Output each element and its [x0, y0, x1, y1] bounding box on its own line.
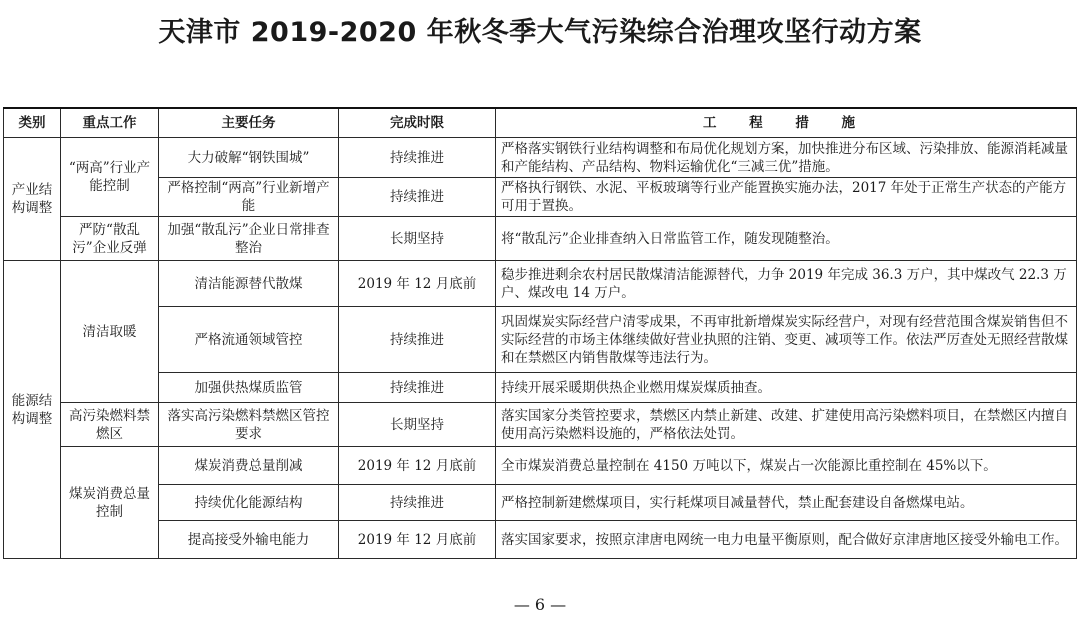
measure-cell: 落实国家要求，按照京津唐电网统一电力电量平衡原则，配合做好京津唐地区接受外输电工作。 — [496, 521, 1077, 559]
focus-cell: 煤炭消费总量控制 — [61, 447, 159, 559]
header-focus: 重点工作 — [61, 108, 159, 138]
table-row — [4, 178, 1077, 217]
deadline-cell: 持续推进 — [339, 178, 496, 217]
focus-cell: “两高”行业产能控制 — [61, 138, 159, 217]
deadline-cell: 2019 年 12 月底前 — [339, 447, 496, 485]
header-deadline: 完成时限 — [339, 108, 496, 138]
task-cell: 大力破解“钢铁围城” — [159, 138, 339, 178]
measure-cell: 严格落实钢铁行业结构调整和布局优化规划方案，加快推进分布区域、污染排放、能源消耗减量和产能结构、产品结构、物料运输优化“三减三优”措施。 — [496, 138, 1077, 178]
focus-cell: 清洁取暖 — [61, 261, 159, 403]
task-cell: 加强“散乱污”企业日常排查整治 — [159, 217, 339, 261]
deadline-cell: 持续推进 — [339, 373, 496, 403]
table-row — [4, 307, 1077, 373]
task-cell: 严格控制“两高”行业新增产能 — [159, 178, 339, 217]
category-cell: 产业结构调整 — [4, 138, 61, 261]
category-cell: 能源结构调整 — [4, 261, 61, 559]
deadline-cell: 长期坚持 — [339, 403, 496, 447]
deadline-cell: 持续推进 — [339, 485, 496, 521]
task-cell: 清洁能源替代散煤 — [159, 261, 339, 307]
measure-cell: 将“散乱污”企业排查纳入日常监管工作，随发现随整治。 — [496, 217, 1077, 261]
table-row — [4, 373, 1077, 403]
table-row — [4, 485, 1077, 521]
deadline-cell: 2019 年 12 月底前 — [339, 521, 496, 559]
page-number: — 6 — — [513, 595, 567, 614]
action-plan-table — [3, 107, 1077, 559]
task-cell: 严格流通领域管控 — [159, 307, 339, 373]
measure-cell: 落实国家分类管控要求，禁燃区内禁止新建、改建、扩建使用高污染燃料项目，在禁燃区内擅自使用高污染燃料设施的，严格依法处罚。 — [496, 403, 1077, 447]
table-row — [4, 138, 1077, 178]
task-cell: 加强供热煤质监管 — [159, 373, 339, 403]
document-title: 天津市 2019-2020 年秋冬季大气污染综合治理攻坚行动方案 — [158, 17, 922, 48]
focus-cell: 严防“散乱污”企业反弹 — [61, 217, 159, 261]
measure-cell: 稳步推进剩余农村居民散煤清洁能源替代，力争 2019 年完成 36.3 万户，其中煤改气 22.3 万户、煤改电 14 万户。 — [496, 261, 1077, 307]
deadline-cell: 持续推进 — [339, 138, 496, 178]
task-cell: 提高接受外输电能力 — [159, 521, 339, 559]
table-row — [4, 521, 1077, 559]
table-row — [4, 217, 1077, 261]
table-row — [4, 403, 1077, 447]
measure-cell: 全市煤炭消费总量控制在 4150 万吨以下，煤炭占一次能源比重控制在 45%以下。 — [496, 447, 1077, 485]
task-cell: 持续优化能源结构 — [159, 485, 339, 521]
task-cell: 煤炭消费总量削减 — [159, 447, 339, 485]
deadline-cell: 持续推进 — [339, 307, 496, 373]
table-row — [4, 447, 1077, 485]
measure-cell: 巩固煤炭实际经营户清零成果，不再审批新增煤炭实际经营户，对现有经营范围含煤炭销售但不实际经营的市场主体继续做好营业执照的注销、变更、减项等工作。依法严厉查处无照经营散煤和在禁燃区内销售散煤等违法行为。 — [496, 307, 1077, 373]
header-measures: 工 程 措 施 — [496, 108, 1077, 138]
table-row — [4, 261, 1077, 307]
deadline-cell: 长期坚持 — [339, 217, 496, 261]
header-task: 主要任务 — [159, 108, 339, 138]
focus-cell: 高污染燃料禁燃区 — [61, 403, 159, 447]
header-category: 类别 — [4, 108, 61, 138]
deadline-cell: 2019 年 12 月底前 — [339, 261, 496, 307]
table-header-row — [4, 108, 1077, 138]
measure-cell: 严格控制新建燃煤项目，实行耗煤项目减量替代，禁止配套建设自备燃煤电站。 — [496, 485, 1077, 521]
measure-cell: 严格执行钢铁、水泥、平板玻璃等行业产能置换实施办法，2017 年处于正常生产状态的产能方可用于置换。 — [496, 178, 1077, 217]
measure-cell: 持续开展采暖期供热企业燃用煤炭煤质抽查。 — [496, 373, 1077, 403]
task-cell: 落实高污染燃料禁燃区管控要求 — [159, 403, 339, 447]
